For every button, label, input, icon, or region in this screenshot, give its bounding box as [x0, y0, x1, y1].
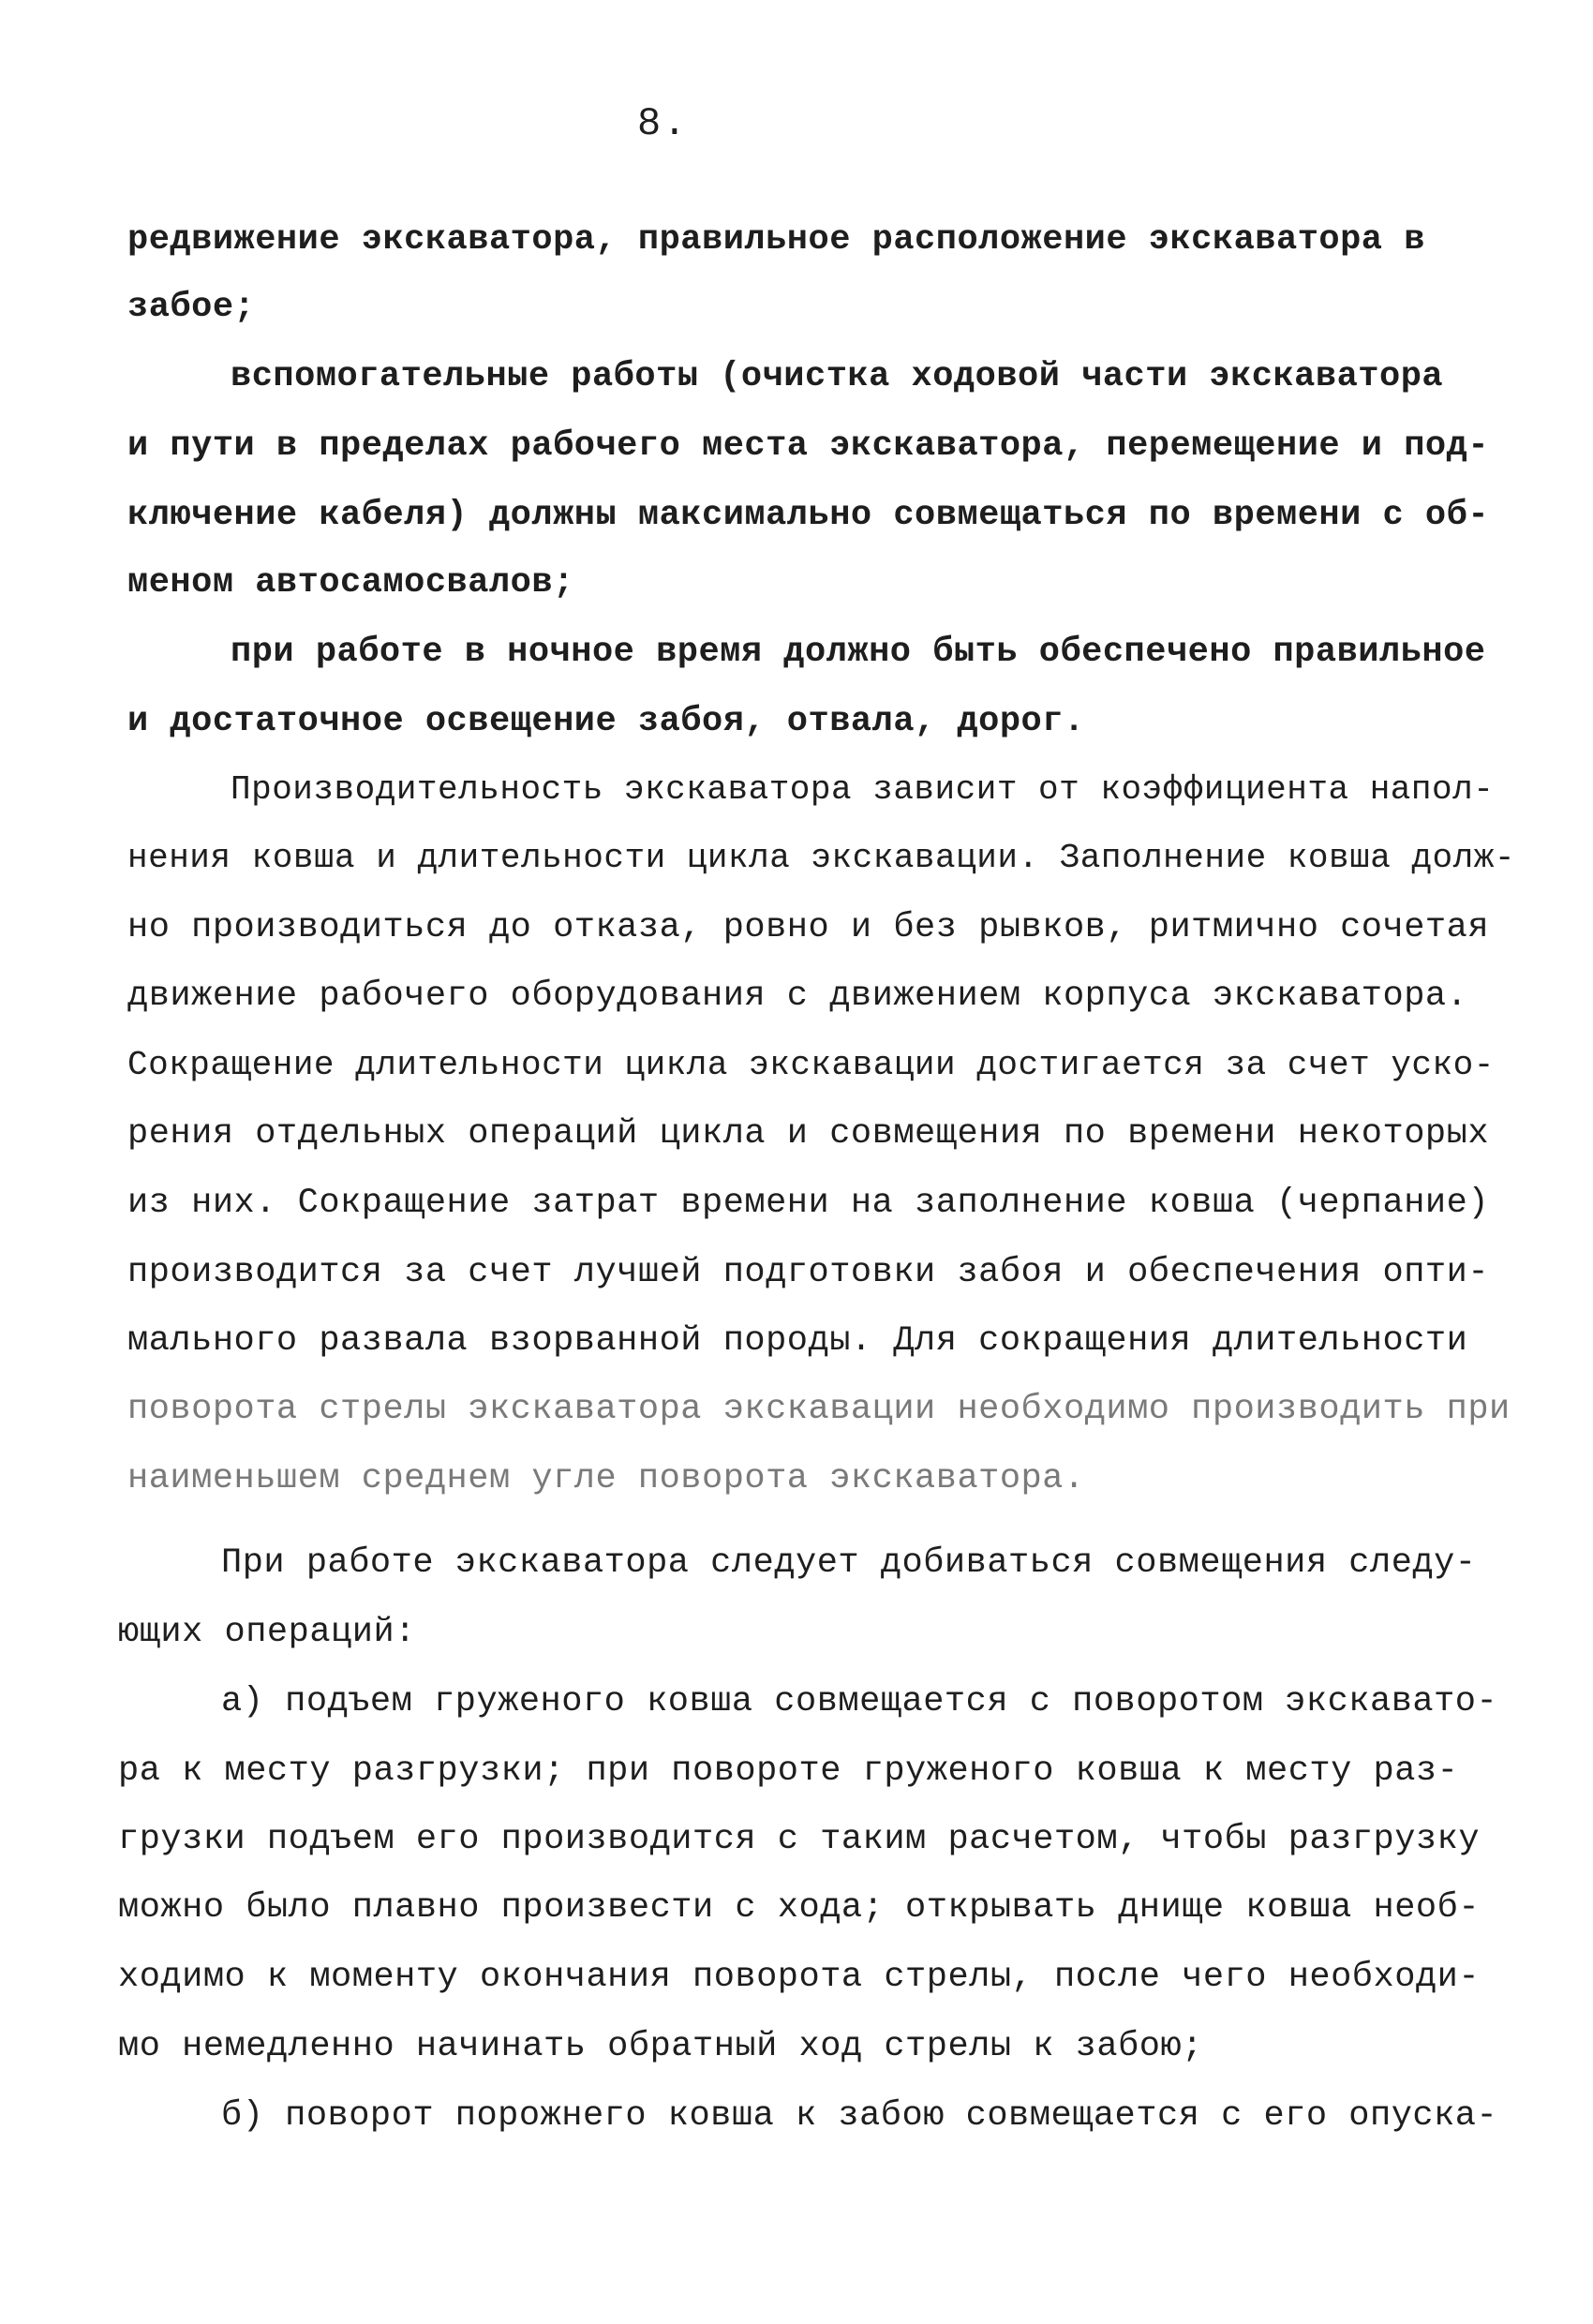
text-line: рения отдельных операций цикла и совмещения по времени некоторых	[127, 1114, 1490, 1154]
text-line: При работе экскаватора следует добиваться совмещения следу-	[221, 1543, 1477, 1583]
text-line: но производиться до отказа, ровно и без рывков, ритмично сочетая	[127, 908, 1490, 947]
text-line-faded: поворота стрелы экскаватора экскавации необходимо производить при	[127, 1390, 1511, 1429]
text-line: мального развала взорванной породы. Для сокращения длительности	[127, 1321, 1468, 1361]
text-line: Сокращение длительности цикла экскавации достигается за счет уско-	[127, 1046, 1495, 1084]
text-line: и достаточное освещение забоя, отвала, дорог.	[127, 702, 1085, 741]
text-line: ра к месту разгрузки; при повороте груженого ковша к месту раз-	[118, 1751, 1459, 1791]
text-line: меном автосамосвалов;	[127, 563, 574, 603]
text-line: б) поворот порожнего ковша к забою совмещается с его опуска-	[221, 2096, 1498, 2136]
text-line: и пути в пределах рабочего места экскаватора, перемещение и под-	[127, 426, 1490, 466]
text-line: движение рабочего оборудования с движением корпуса экскаватора.	[127, 976, 1468, 1016]
text-line: редвижение экскаватора, правильное расположение экскаватора в	[127, 220, 1425, 260]
text-line: ющих операций:	[118, 1613, 416, 1652]
text-line: а) подъем груженого ковша совмещается с поворотом экскавато-	[221, 1682, 1498, 1721]
text-line: при работе в ночное время должно быть обеспечено правильное	[231, 633, 1486, 672]
text-line: ходимо к моменту окончания поворота стрелы, после чего необходи-	[118, 1958, 1481, 1997]
text-line: ключение кабеля) должны максимально совмещаться по времени с об-	[127, 496, 1490, 535]
text-line: грузки подъем его производится с таким расчетом, чтобы разгрузку	[118, 1820, 1481, 1859]
text-line: Производительность экскаватора зависит от коэффициента напол-	[231, 770, 1495, 809]
text-line: вспомогательные работы (очистка ходовой части экскаватора	[231, 357, 1444, 396]
text-line: можно было плавно произвести с хода; открывать днище ковша необ-	[118, 1888, 1481, 1928]
text-line: из них. Сокращение затрат времени на заполнение ковша (черпание)	[127, 1184, 1490, 1223]
page-number: 8.	[637, 101, 689, 146]
text-line: забое;	[127, 288, 256, 327]
text-line-faded: наименьшем среднем угле поворота экскаватора.	[127, 1459, 1085, 1498]
text-line: мо немедленно начинать обратный ход стрелы к забою;	[118, 2027, 1203, 2066]
text-line: производится за счет лучшей подготовки забоя и обеспечения опти-	[127, 1253, 1490, 1292]
text-line: нения ковша и длительности цикла экскавации. Заполнение ковша долж-	[127, 839, 1515, 877]
